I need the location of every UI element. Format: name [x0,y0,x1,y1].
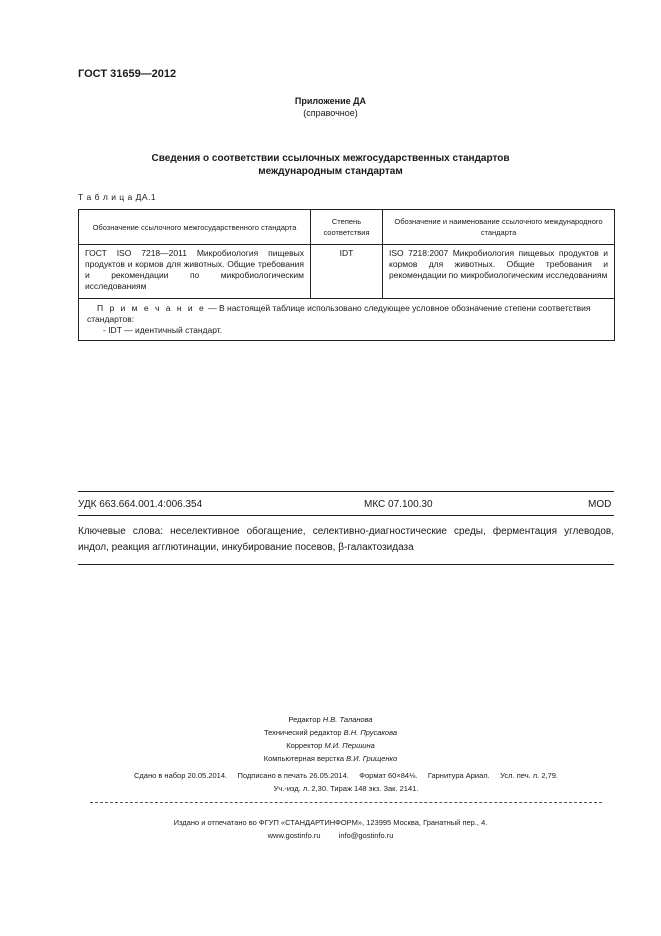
table-label: Т а б л и ц а ДА.1 [78,192,157,202]
credit-line: Корректор М.И. Першина [286,741,375,750]
table-note-cell [79,299,615,341]
publisher-line: Издано и отпечатано во ФГУП «СТАНДАРТИНФОРМ», 123995 Москва, Гранатный пер., 4. [173,818,488,827]
credit-line: Редактор Н.В. Таланова [288,715,373,724]
publisher-website-link[interactable]: www.gostinfo.ru [267,831,321,840]
table-header-cell: Обозначение и наименование ссылочного международного стандарта [383,210,615,245]
divider-top [78,491,614,492]
note-text: — В настоящей таблице использовано следующее условное обозначение степени соответствия стандартов: [87,303,591,324]
credits-block [0,713,661,765]
document-code: ГОСТ 31659—2012 [78,68,177,80]
annex-type: (справочное) [303,108,358,118]
table-row [79,245,615,299]
section-heading-line2: международным стандартам [258,166,403,177]
table-header-row [79,210,615,245]
credit-line: Компьютерная верстка В.И. Грищенко [263,754,398,763]
mod-label: MOD [588,499,612,510]
divider-middle [78,515,614,516]
table-header-cell: Степень соответствия [311,210,383,245]
table-note-row [79,299,615,341]
mks-code: МКС 07.100.30 [364,499,433,510]
note-item: - IDT — идентичный стандарт. [103,325,223,335]
section-heading-line1: Сведения о соответствии ссылочных межгосударственных стандартов [151,153,510,164]
keywords-text: Ключевые слова: неселективное обогащение, селективно-диагностические среды, ферментация углеводов, индол, реакция агглютинации, инкубирование посевов, β-галактозидаза [78,526,614,553]
table-cell: ISO 7218:2007 Микробиология пищевых продуктов и кормов для животных. Общие требования и рекомендации по микробиологическим исследованиям [383,245,615,299]
table-cell: ГОСТ ISO 7218—2011 Микробиология пищевых продуктов и кормов для животных. Общие требования и рекомендации по микробиологическим исследованиям [79,245,311,299]
print-details-line1: Сдано в набор 20.05.2014. Подписано в печать 26.05.2014. Формат 60×84⅛. Гарнитура Ариал. Усл. печ. л. 2,79. [134,771,558,780]
correspondence-table [78,209,615,341]
note-label: П р и м е ч а н и е [97,303,206,313]
credit-line: Технический редактор В.Н. Прусакова [263,728,398,737]
udk-code: УДК 663.664.001.4:006.354 [78,499,203,510]
table-cell: IDT [311,245,383,299]
dashed-divider [90,802,602,803]
print-details-line2: Уч.-изд. л. 2,30. Тираж 148 экз. Зак. 2141. [273,784,419,793]
divider-bottom [78,564,614,565]
publisher-email-link[interactable]: info@gostinfo.ru [338,831,394,840]
table-header-cell: Обозначение ссылочного межгосударственного стандарта [79,210,311,245]
annex-title: Приложение ДА [294,96,367,106]
publisher-contacts [0,831,661,840]
